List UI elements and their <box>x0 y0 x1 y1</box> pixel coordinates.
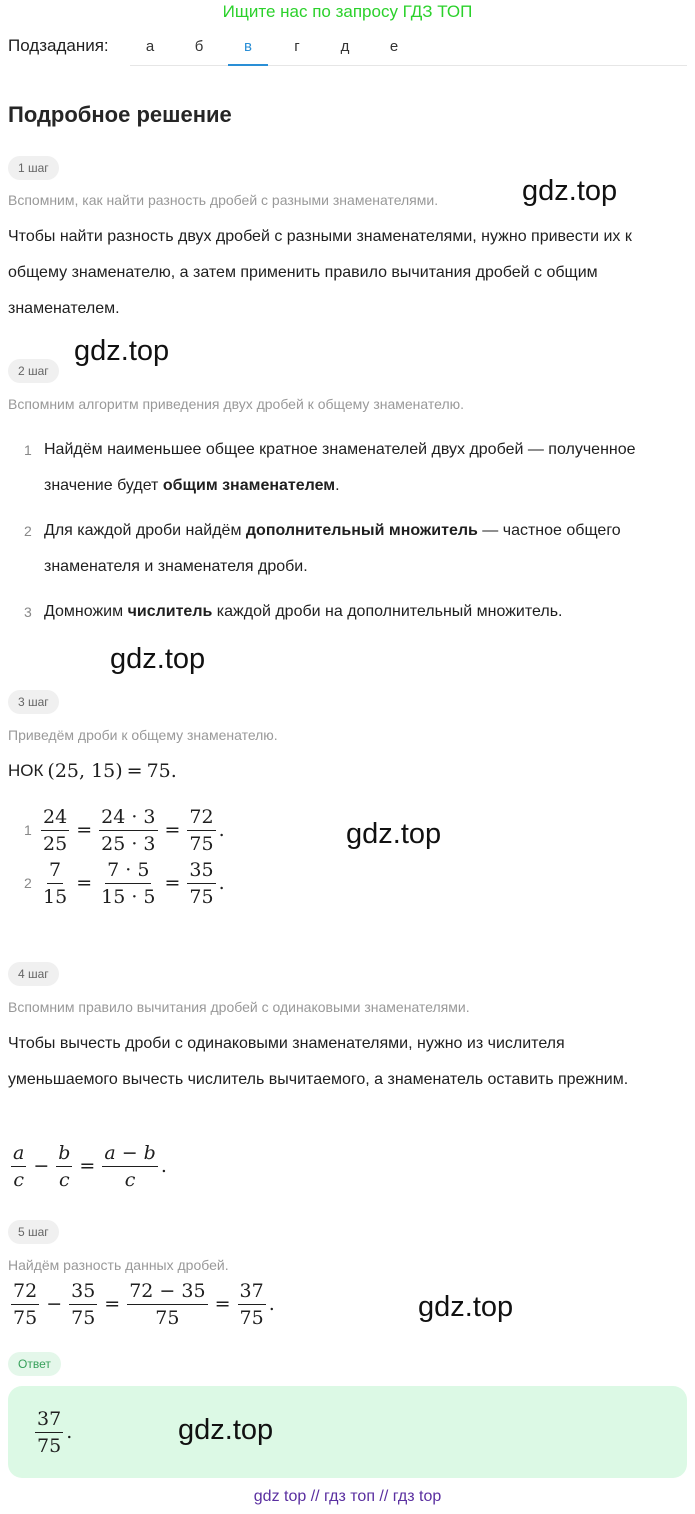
step-3-hint: Приведём дроби к общему знаменателю. <box>8 727 278 743</box>
list-number: 2 <box>24 523 32 539</box>
list-text: Найдём наименьшее общее кратное знаменателей двух дробей — полученное значение будет общим знаменателем. <box>44 441 636 494</box>
fraction-row-2: 2 $\frac{7}{15}$ = $\frac{7 \cdot 5}{15 \cdot 5}$ = $\frac{35}{75}$ . <box>24 858 225 908</box>
list-text: Для каждой дроби найдём дополнительный множитель — частное общего знаменателя и знаменателя дроби. <box>44 522 621 575</box>
subtasks-label: Подзадания: <box>8 36 109 55</box>
step-1-badge: 1 шаг <box>8 156 59 180</box>
subtask-tab-v[interactable]: в <box>228 38 268 66</box>
watermark: gdz.top <box>74 335 170 367</box>
step-4-hint: Вспомним правило вычитания дробей с одинаковыми знаменателями. <box>8 999 470 1015</box>
subtraction-rule-formula: $\frac{a}{c}$ − $\frac{b}{c}$ = $\frac{a - b}{c}$ . <box>13 1141 167 1191</box>
nok-expression: НОК (25, 15) = 75 . <box>8 760 177 782</box>
list-number: 1 <box>24 442 32 458</box>
watermark: gdz.top <box>522 175 618 207</box>
promo-text: Ищите нас по запросу ГДЗ ТОП <box>222 2 473 21</box>
watermark: gdz.top <box>178 1414 274 1446</box>
answer-badge: Ответ <box>8 1352 61 1376</box>
step-1-hint: Вспомним, как найти разность дробей с разными знаменателями. <box>8 192 439 208</box>
step-3-badge: 3 шаг <box>8 690 59 714</box>
fraction-row-1: 1 $\frac{24}{25}$ = $\frac{24 \cdot 3}{25 \cdot 3}$ = $\frac{72}{75}$ . <box>24 805 225 855</box>
step-4-badge: 4 шаг <box>8 962 59 986</box>
step-2-badge: 2 шаг <box>8 359 59 383</box>
subtask-tab-b[interactable]: б <box>194 38 204 55</box>
step-5-badge: 5 шаг <box>8 1220 59 1244</box>
watermark: gdz.top <box>110 643 206 675</box>
page-title: Подробное решение <box>8 102 232 127</box>
list-item <box>8 432 678 504</box>
footer-links[interactable]: gdz top // гдз топ // гдз top <box>253 1488 442 1505</box>
answer-box <box>8 1386 687 1478</box>
subtask-tab-d[interactable]: д <box>340 38 350 55</box>
subtask-tab-e[interactable]: е <box>389 38 399 55</box>
list-text: Домножим числитель каждой дроби на дополнительный множитель. <box>44 603 563 620</box>
list-item <box>8 594 678 630</box>
step-5-hint: Найдём разность данных дробей. <box>8 1257 229 1273</box>
subtask-tab-a[interactable]: а <box>145 38 155 55</box>
subtask-tab-g[interactable]: г <box>294 38 300 55</box>
list-number: 3 <box>24 604 32 620</box>
step-1-text: Чтобы найти разность двух дробей с разными знаменателями, нужно привести их к общему знаменателю, а затем применить правило вычитания дробей с общим знаменателем. <box>8 228 632 317</box>
difference-calculation: $\frac{72}{75}$ − $\frac{35}{75}$ = $\frac{72 - 35}{75}$ = $\frac{37}{75}$ . <box>13 1279 275 1329</box>
watermark: gdz.top <box>418 1291 514 1323</box>
step-2-hint: Вспомним алгоритм приведения двух дробей к общему знаменателю. <box>8 396 465 412</box>
answer-fraction: $\frac{37}{75}$ . <box>37 1407 73 1457</box>
step-4-text: Чтобы вычесть дроби с одинаковыми знаменателями, нужно из числителя уменьшаемого вычесть числитель вычитаемого, а знаменатель оставить прежним. <box>8 1035 629 1088</box>
list-item <box>8 513 678 585</box>
watermark: gdz.top <box>346 818 442 850</box>
